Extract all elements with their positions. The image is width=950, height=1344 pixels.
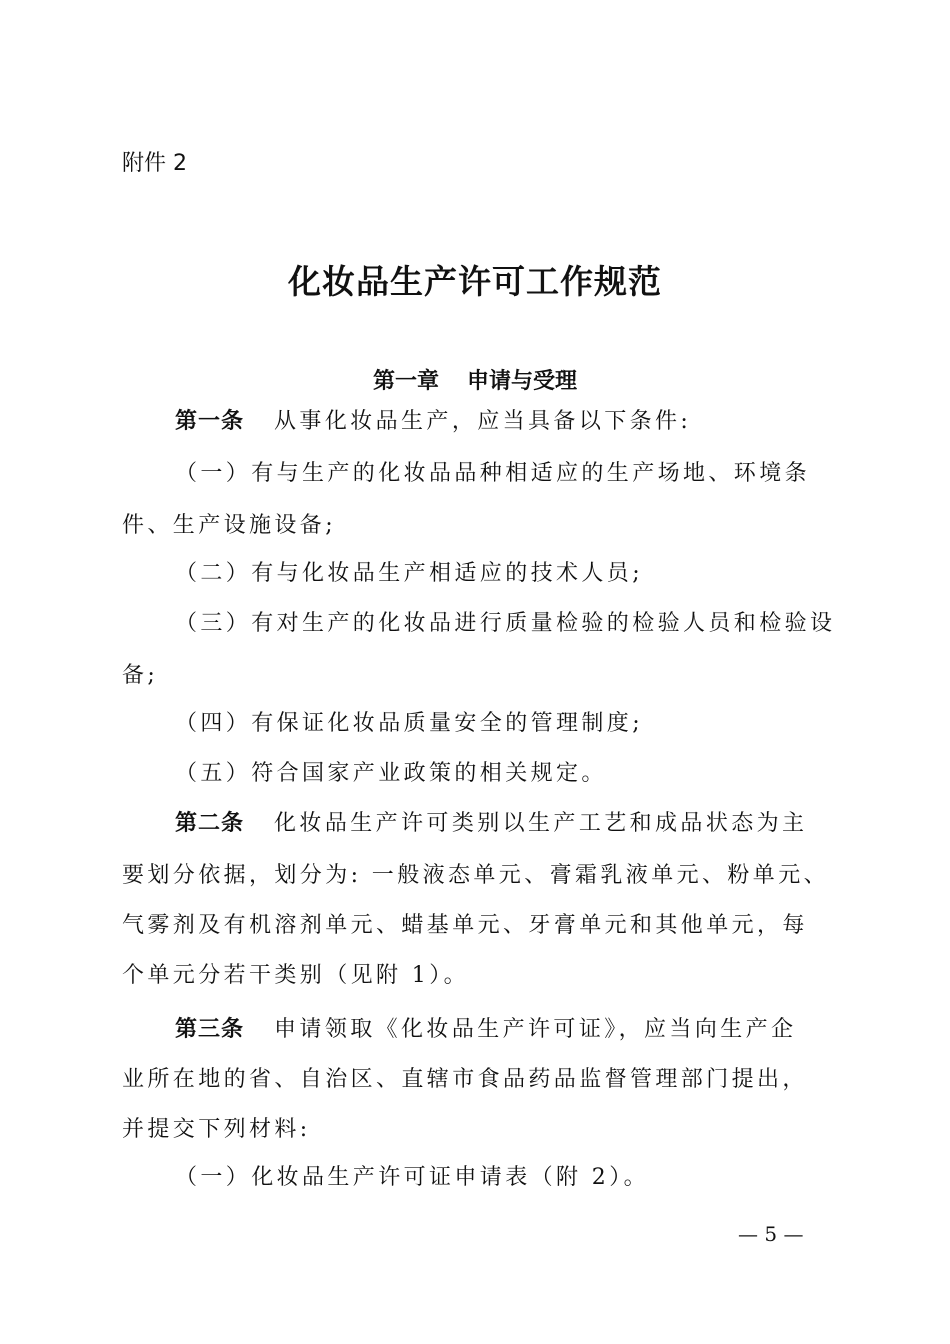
chapter-number: 第一章 <box>372 368 439 394</box>
paragraph-line: 备; <box>122 663 159 688</box>
article-1-text: 从事化妆品生产，应当具备以下条件: <box>274 409 692 434</box>
article-1 <box>175 404 691 435</box>
attachment-label: 附件 2 <box>122 151 187 176</box>
paragraph-line: 个单元分若干类别（见附 1）。 <box>122 963 469 988</box>
page-number: — 5 — <box>738 1222 804 1246</box>
article-3 <box>175 1012 796 1043</box>
paragraph-line: （三）有对生产的化妆品进行质量检验的检验人员和检验设 <box>175 611 836 636</box>
article-2-label: 第二条 <box>175 811 245 836</box>
article-3-label: 第三条 <box>175 1017 245 1042</box>
article-3-text: 申请领取《化妆品生产许可证》，应当向生产企 <box>274 1017 797 1042</box>
paragraph-line: 气雾剂及有机溶剂单元、蜡基单元、牙膏单元和其他单元，每 <box>122 913 808 938</box>
paragraph-line: （四）有保证化妆品质量安全的管理制度; <box>175 711 644 736</box>
paragraph-line: （二）有与化妆品生产相适应的技术人员; <box>175 561 644 586</box>
chapter-heading <box>0 364 950 395</box>
article-2-text: 化妆品生产许可类别以生产工艺和成品状态为主 <box>274 811 808 836</box>
chapter-name: 申请与受理 <box>467 368 578 394</box>
paragraph-line: （五）符合国家产业政策的相关规定。 <box>175 761 607 786</box>
paragraph-line: （一）化妆品生产许可证申请表（附 2）。 <box>175 1165 649 1190</box>
article-2 <box>175 806 807 837</box>
paragraph-line: （一）有与生产的化妆品品种相适应的生产场地、环境条 <box>175 461 811 486</box>
paragraph-line: 并提交下列材料: <box>122 1117 311 1142</box>
document-title: 化妆品生产许可工作规范 <box>288 262 662 301</box>
paragraph-line: 件、生产设施设备; <box>122 513 337 538</box>
paragraph-line: 业所在地的省、自治区、直辖市食品药品监督管理部门提出， <box>122 1067 808 1092</box>
paragraph-line: 要划分依据，划分为: 一般液态单元、膏霜乳液单元、粉单元、 <box>122 863 830 888</box>
article-1-label: 第一条 <box>175 409 245 434</box>
